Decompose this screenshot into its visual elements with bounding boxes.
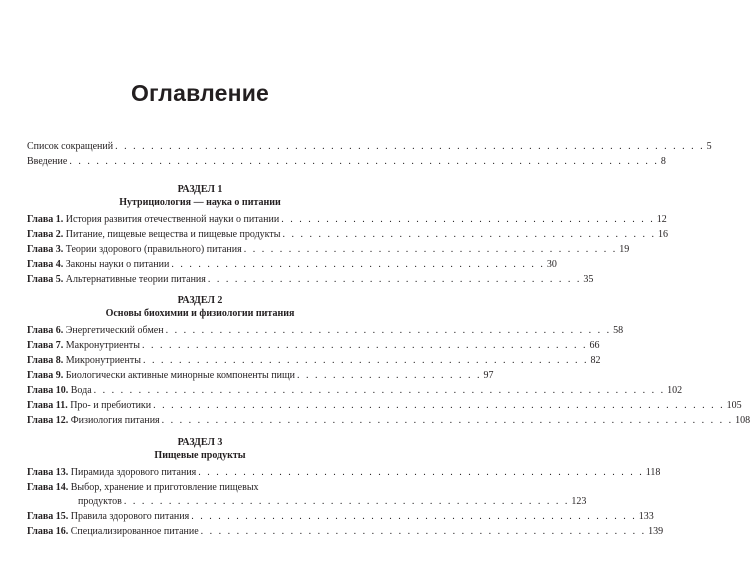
section-name: Основы биохимии и физиологии питания bbox=[105, 308, 295, 319]
chapter-label: Глава 5. bbox=[27, 274, 64, 285]
toc-entry-chapter-11[interactable] bbox=[27, 399, 742, 413]
chapter-label: Глава 3. bbox=[27, 244, 64, 255]
entry-text: Пирамида здорового питания bbox=[70, 467, 197, 478]
toc-entry-chapter-9[interactable] bbox=[27, 369, 494, 383]
chapter-label: Глава 6. bbox=[27, 325, 64, 336]
toc-entry-chapter-15[interactable] bbox=[27, 510, 654, 524]
entry-text: Микронутриенты bbox=[65, 355, 141, 366]
leader-dots: . . . . . . . . . . . . . . . . . . . . . . . . . . . . . . . . . . . . . . . . . . . . . . . . . . bbox=[191, 511, 637, 522]
chapter-label: Глава 12. bbox=[27, 415, 69, 426]
section-name: Пищевые продукты bbox=[154, 450, 246, 461]
entry-page: 105 bbox=[726, 400, 742, 411]
section-label: РАЗДЕЛ 1 bbox=[177, 184, 223, 195]
toc-entry-chapter-4[interactable] bbox=[27, 258, 557, 272]
chapter-label: Глава 15. bbox=[27, 511, 69, 522]
leader-dots: . . . . . . . . . . . . . . . . . . . . . . . . . . . . . . . . . . . . . . . . . . . . . . . . . . . . . . . . . . . . . . . . bbox=[93, 385, 666, 396]
entry-text: Введение bbox=[27, 156, 68, 167]
entry-text: Правила здорового питания bbox=[70, 511, 190, 522]
entry-page: 108 bbox=[735, 415, 750, 426]
leader-dots: . . . . . . . . . . . . . . . . . . . . . . . . . . . . . . . . . . . . . . . . . . . . . . . . . . . . . . . . . . . . . . . . bbox=[153, 400, 725, 411]
toc-entry-chapter-14[interactable] bbox=[27, 481, 349, 495]
entry-text: История развития отечественной науки о питании bbox=[65, 214, 280, 225]
chapter-label: Глава 1. bbox=[27, 214, 64, 225]
chapter-label: Глава 13. bbox=[27, 467, 69, 478]
entry-page: 5 bbox=[706, 141, 712, 152]
entry-page: 19 bbox=[619, 244, 630, 255]
entry-text: Физиология питания bbox=[70, 415, 160, 426]
toc-entry-chapter-6[interactable] bbox=[27, 324, 624, 338]
entry-text: Альтернативные теории питания bbox=[65, 274, 206, 285]
entry-page: 35 bbox=[583, 274, 594, 285]
leader-dots: . . . . . . . . . . . . . . . . . . . . . . . . . . . . . . . . . . . . . . . . . . . . . . . . . . . . . . . . . . . . . . . . . . bbox=[69, 156, 659, 167]
chapter-label: Глава 11. bbox=[27, 400, 68, 411]
leader-dots: . . . . . . . . . . . . . . . . . . . . . . . . . . . . . . . . . . . . . . . . . . . . . . . . . . bbox=[123, 496, 570, 507]
entry-page: 58 bbox=[613, 325, 624, 336]
chapter-label: Глава 7. bbox=[27, 340, 64, 351]
entry-text: Вода bbox=[70, 385, 92, 396]
entry-text: Питание, пищевые вещества и пищевые продукты bbox=[65, 229, 281, 240]
entry-page: 97 bbox=[483, 370, 494, 381]
leader-dots: . . . . . . . . . . . . . . . . . . . . . . . . . . . . . . . . . . . . . . . . . . bbox=[207, 274, 582, 285]
section-label: РАЗДЕЛ 3 bbox=[177, 437, 223, 448]
toc-entry-chapter-2[interactable] bbox=[27, 228, 668, 242]
entry-page: 30 bbox=[546, 259, 557, 270]
entry-page: 82 bbox=[590, 355, 601, 366]
leader-dots: . . . . . . . . . . . . . . . . . . . . . . . . . . . . . . . . . . . . . . . . . . bbox=[243, 244, 618, 255]
toc-entry-chapter-3[interactable] bbox=[27, 243, 630, 257]
toc-entry-chapter-1[interactable] bbox=[27, 213, 667, 227]
leader-dots: . . . . . . . . . . . . . . . . . . . . . . . . . . . . . . . . . . . . . . . . . . . . . . . . . . bbox=[200, 526, 647, 537]
toc-entry-chapter-16[interactable] bbox=[27, 525, 664, 539]
leader-dots: . . . . . . . . . . . . . . . . . . . . . bbox=[297, 370, 482, 381]
entry-text: Макронутриенты bbox=[65, 340, 141, 351]
entry-text: Законы науки о питании bbox=[65, 259, 170, 270]
leader-dots: . . . . . . . . . . . . . . . . . . . . . . . . . . . . . . . . . . . . . . . . . . . . . . . . . . bbox=[142, 340, 588, 351]
chapter-label: Глава 4. bbox=[27, 259, 64, 270]
entry-text: Выбор, хранение и приготовление пищевых bbox=[70, 482, 259, 493]
entry-text: Теории здорового (правильного) питания bbox=[65, 244, 242, 255]
chapter-label: Глава 16. bbox=[27, 526, 69, 537]
toc-entry-chapter-5[interactable] bbox=[27, 273, 594, 287]
leader-dots: . . . . . . . . . . . . . . . . . . . . . . . . . . . . . . . . . . . . . . . . . . . . . . . . . . bbox=[165, 325, 612, 336]
entry-text: Про- и пребиотики bbox=[70, 400, 152, 411]
section-label: РАЗДЕЛ 2 bbox=[177, 295, 223, 306]
chapter-label: Глава 8. bbox=[27, 355, 64, 366]
entry-page: 12 bbox=[656, 214, 667, 225]
toc-entry-chapter-14-cont[interactable] bbox=[78, 495, 587, 509]
entry-text: продуктов bbox=[78, 496, 122, 507]
section-name: Нутрициология — наука о питании bbox=[119, 197, 281, 208]
toc-entry-chapter-10[interactable] bbox=[27, 384, 683, 398]
toc-entry-chapter-8[interactable] bbox=[27, 354, 601, 368]
leader-dots: . . . . . . . . . . . . . . . . . . . . . . . . . . . . . . . . . . . . . . . . . . . . . . . . . . bbox=[198, 467, 644, 478]
toc-entry-chapter-7[interactable] bbox=[27, 339, 600, 353]
entry-page: 66 bbox=[589, 340, 600, 351]
entry-text: Специализированное питание bbox=[70, 526, 199, 537]
toc-entry-introduction[interactable] bbox=[27, 155, 666, 169]
entry-page: 139 bbox=[648, 526, 664, 537]
toc-entry-chapter-12[interactable] bbox=[27, 414, 750, 428]
chapter-label: Глава 9. bbox=[27, 370, 64, 381]
leader-dots: . . . . . . . . . . . . . . . . . . . . . . . . . . . . . . . . . . . . . . . . . . . . . . . . . . . . . . . . . . . . . . . . bbox=[161, 415, 734, 426]
leader-dots: . . . . . . . . . . . . . . . . . . . . . . . . . . . . . . . . . . . . . . . . . . . . . . . . . . . . . . . . . . . . . . . . . . bbox=[115, 141, 705, 152]
leader-dots: . . . . . . . . . . . . . . . . . . . . . . . . . . . . . . . . . . . . . . . . . . bbox=[281, 214, 655, 225]
chapter-label: Глава 10. bbox=[27, 385, 69, 396]
entry-text: Биологически активные минорные компоненты пищи bbox=[65, 370, 296, 381]
toc-entry-chapter-13[interactable] bbox=[27, 466, 661, 480]
entry-page: 16 bbox=[657, 229, 668, 240]
entry-page: 133 bbox=[638, 511, 654, 522]
leader-dots: . . . . . . . . . . . . . . . . . . . . . . . . . . . . . . . . . . . . . . . . . . . . . . . . . . bbox=[142, 355, 589, 366]
entry-page: 118 bbox=[645, 467, 661, 478]
entry-text: Энергетический обмен bbox=[65, 325, 164, 336]
entry-text: Список сокращений bbox=[27, 141, 114, 152]
entry-page: 8 bbox=[660, 156, 666, 167]
toc-entry-abbreviations[interactable] bbox=[27, 140, 712, 154]
chapter-label: Глава 14. bbox=[27, 482, 69, 493]
entry-page: 123 bbox=[571, 496, 587, 507]
leader-dots: . . . . . . . . . . . . . . . . . . . . . . . . . . . . . . . . . . . . . . . . . . bbox=[282, 229, 656, 240]
chapter-label: Глава 2. bbox=[27, 229, 64, 240]
page-title: Оглавление bbox=[130, 80, 270, 106]
entry-page: 102 bbox=[667, 385, 683, 396]
leader-dots: . . . . . . . . . . . . . . . . . . . . . . . . . . . . . . . . . . . . . . . . . . bbox=[171, 259, 545, 270]
